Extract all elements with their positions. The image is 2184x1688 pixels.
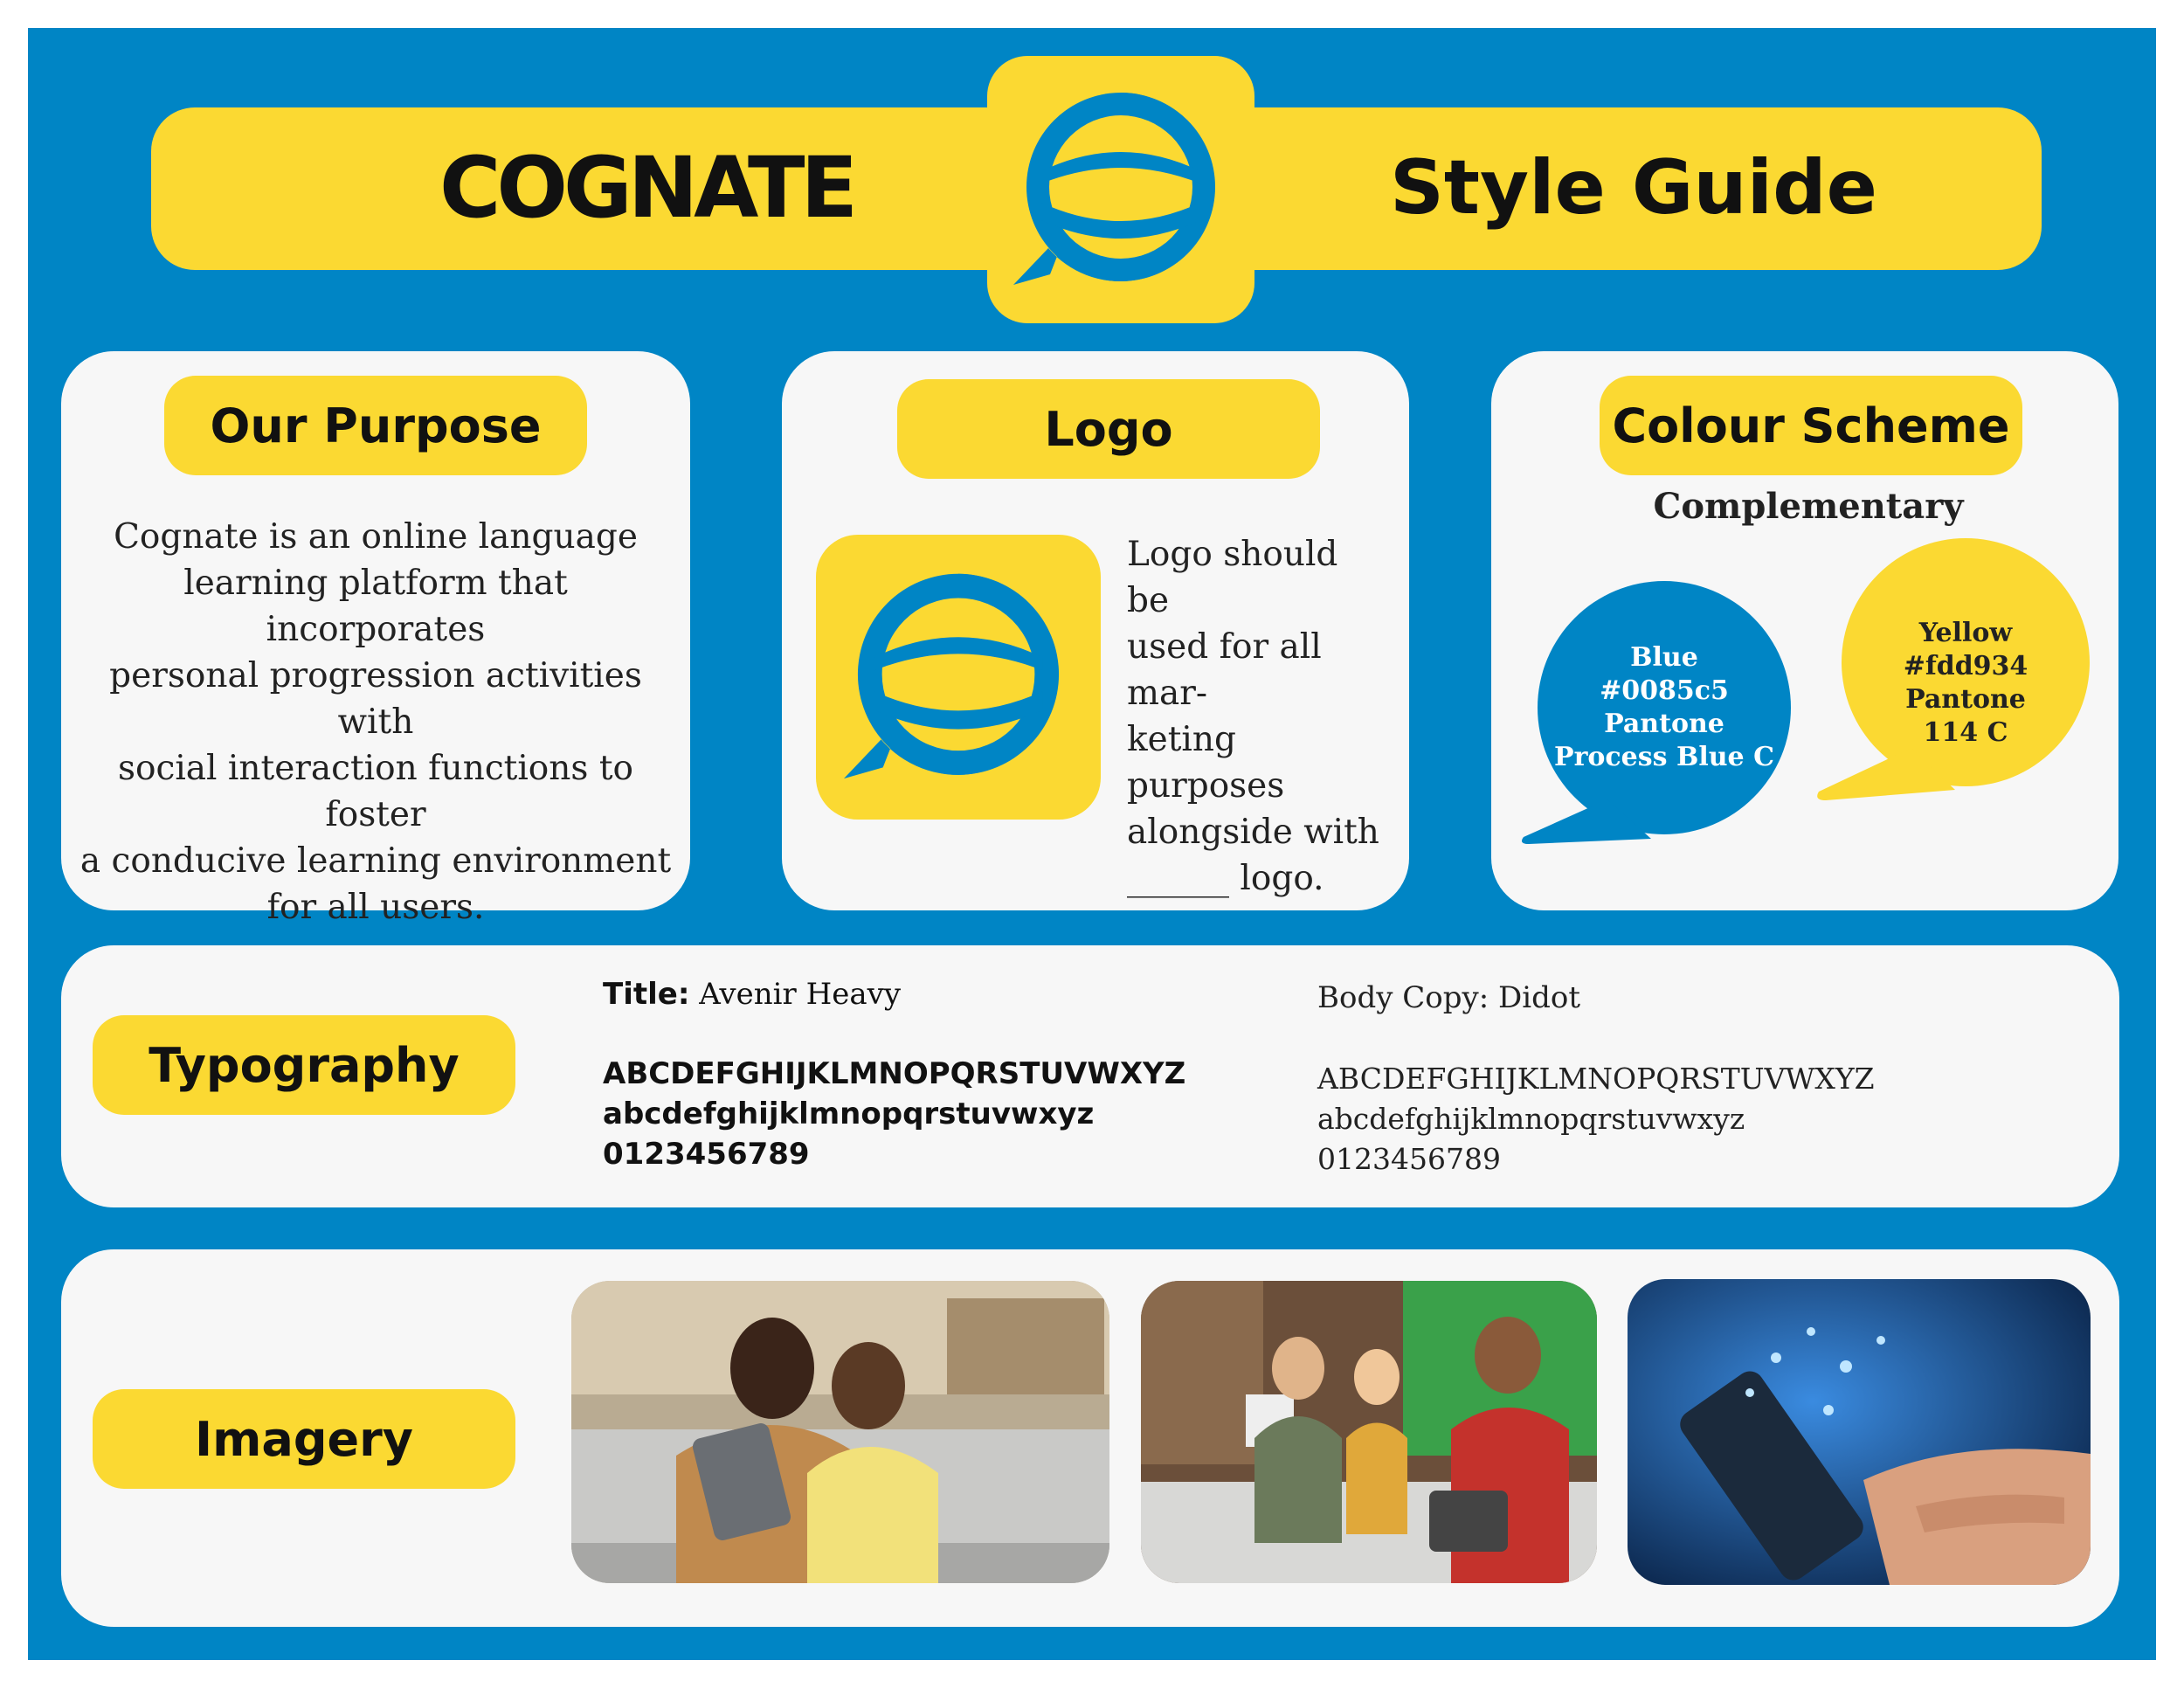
blue-swatch-line: #0085c5: [1600, 675, 1729, 706]
yellow-swatch-label: [1843, 617, 2088, 750]
blue-swatch-line: Blue: [1630, 642, 1698, 673]
title-font-name: Avenir Heavy: [699, 977, 902, 1012]
logo-heading: Logo: [897, 379, 1320, 479]
logo-line: alongside with: [1127, 813, 1379, 852]
blue-swatch-line: Pantone: [1604, 709, 1724, 739]
cognate-logo-icon: [987, 56, 1254, 323]
title-font-line: [603, 977, 901, 1012]
blue-swatch-line: Process Blue C: [1554, 742, 1774, 772]
purpose-line: a conducive learning environment: [79, 841, 672, 881]
logo-sample-tile: [816, 535, 1101, 820]
photo-smartphone-icons: [1628, 1279, 2091, 1585]
logo-line: keting purposes: [1127, 720, 1285, 806]
body-sample-digits: 0123456789: [1317, 1142, 1501, 1176]
logo-line: used for all mar-: [1127, 627, 1322, 713]
header-brand: COGNATE: [439, 139, 854, 237]
photo-family-tablet: [571, 1281, 1109, 1583]
colour-scheme-type: Complementary: [1653, 486, 1964, 527]
title-sample-lower: abcdefghijklmnopqrstuvwxyz: [603, 1097, 1095, 1131]
logo-line: Logo should be: [1127, 535, 1338, 620]
title-font-sample: [603, 1054, 1185, 1174]
purpose-line: Cognate is an online language: [114, 517, 638, 557]
logo-text: [1127, 531, 1389, 902]
logo-line: ______ logo.: [1127, 859, 1324, 898]
title-font-label: Title:: [603, 977, 690, 1012]
header-subtitle: Style Guide: [1389, 144, 1878, 232]
blue-swatch-label: [1538, 641, 1791, 774]
title-sample-digits: 0123456789: [603, 1137, 810, 1172]
header-logo-tile: [987, 56, 1254, 323]
photo-classroom-students: [1141, 1281, 1597, 1583]
cognate-logo-sample-icon: [816, 535, 1101, 820]
purpose-line: for all users.: [266, 888, 485, 927]
colour-heading: Colour Scheme: [1600, 376, 2022, 475]
body-sample-upper: ABCDEFGHIJKLMNOPQRSTUVWXYZ: [1317, 1062, 1875, 1096]
purpose-line: learning platform that incorporates: [183, 564, 568, 649]
yellow-swatch-line: Pantone: [1905, 684, 2026, 715]
title-sample-upper: ABCDEFGHIJKLMNOPQRSTUVWXYZ: [603, 1056, 1186, 1091]
purpose-line: social interaction functions to foster: [118, 749, 633, 834]
yellow-swatch-line: Yellow: [1918, 618, 2013, 648]
yellow-swatch-line: 114 C: [1923, 717, 2008, 748]
body-sample-lower: abcdefghijklmnopqrstuvwxyz: [1317, 1102, 1745, 1136]
purpose-text: [79, 514, 673, 930]
imagery-heading: Imagery: [93, 1389, 515, 1489]
purpose-line: personal progression activities with: [109, 656, 642, 742]
body-font-sample: [1317, 1059, 1875, 1180]
purpose-heading: Our Purpose: [164, 376, 587, 475]
yellow-swatch-line: #fdd934: [1903, 651, 2028, 681]
typography-heading: Typography: [93, 1015, 515, 1115]
body-font-label: Body Copy: Didot: [1317, 980, 1580, 1015]
